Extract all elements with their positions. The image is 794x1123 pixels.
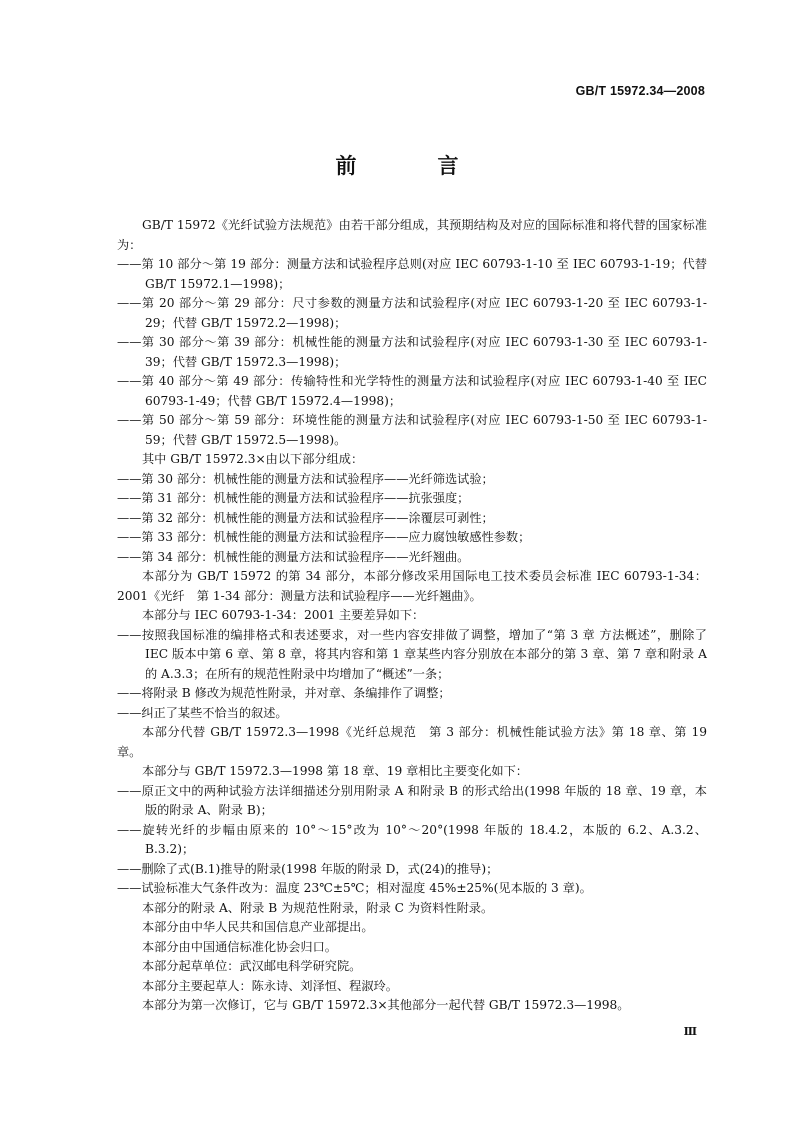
document-body [117,216,707,1016]
paragraph: 本部分主要起草人：陈永诗、刘泽恒、程淑玲。 [142,978,398,993]
paragraph: 本部分与 IEC 60793-1-34：2001 主要差异如下： [142,608,425,622]
list-item: ——按照我国标准的编排格式和表述要求，对一些内容安排做了调整，增加了“第 3 章 方法概述”，删除了 IEC 版本中第 6 章、第 8 章，将其内容和第 1 章某些内容分别放在本部分的第 3 章、第 7 章和附录 A 的 A.3.3；在所有的规范性附录中均增加了“概述”一条； [117,627,707,681]
paragraph: 本部分为 GB/T 15972 的第 34 部分，本部分修改采用国际电工技术委员会标准 IEC 60793-1-34：2001《光纤 第 1-34 部分：测量方法和试验程序——光纤翘曲》。 [117,569,707,603]
paragraph: 本部分为第一次修订，它与 GB/T 15972.3×其他部分一起代替 GB/T 15972.3—1998。 [142,998,630,1012]
paragraph: 本部分的附录 A、附录 B 为规范性附录，附录 C 为资料性附录。 [142,900,494,915]
list-item: ——删除了式(B.1)推导的附录(1998 年版的附录 D，式(24)的推导)； [117,861,499,876]
list-item: ——第 10 部分～第 19 部分：测量方法和试验程序总则(对应 IEC 60793-1-10 至 IEC 60793-1-19；代替 GB/T 15972.1—1998)； [117,257,707,291]
list-item: ——第 32 部分：机械性能的测量方法和试验程序——涂覆层可剥性； [117,510,494,525]
paragraph: 本部分起草单位：武汉邮电科学研究院。 [142,959,362,973]
list-item: ——第 30 部分：机械性能的测量方法和试验程序——光纤筛选试验； [117,471,494,486]
list-item: ——纠正了某些不恰当的叙述。 [117,705,288,720]
page-title: 前 言 [335,154,489,178]
list-item: ——旋转光纤的步幅由原来的 10°～15°改为 10°～20°(1998 年版的 18.4.2，本版的 6.2、A.3.2、B.3.2)； [117,822,707,856]
list-item: ——第 34 部分：机械性能的测量方法和试验程序——光纤翘曲。 [117,549,470,564]
page-number: Ⅲ [683,1025,697,1038]
paragraph: 本部分由中国通信标准化协会归口。 [142,939,337,954]
list-item: ——试验标准大气条件改为：温度 23℃±5℃；相对湿度 45%±25%(见本版的 3 章)。 [117,881,592,895]
paragraph: 本部分代替 GB/T 15972.3—1998《光纤总规范 第 3 部分：机械性能试验方法》第 18 章、第 19 章。 [117,725,707,759]
list-item: ——原正文中的两种试验方法详细描述分别用附录 A 和附录 B 的形式给出(1998 年版的 18 章、19 章，本版的附录 A、附录 B)； [117,783,707,817]
paragraph: GB/T 15972《光纤试验方法规范》由若干部分组成，其预期结构及对应的国际标准和将代替的国家标准为： [117,218,707,252]
standard-number: GB/T 15972.34—2008 [575,84,705,98]
list-item: ——第 40 部分～第 49 部分：传输特性和光学特性的测量方法和试验程序(对应 IEC 60793-1-40 至 IEC 60793-1-49；代替 GB/T 15972.4—1998)； [117,374,707,408]
paragraph: 本部分与 GB/T 15972.3—1998 第 18 章、19 章相比主要变化如下： [142,764,528,778]
list-item: ——第 30 部分～第 39 部分：机械性能的测量方法和试验程序(对应 IEC 60793-1-30 至 IEC 60793-1-39；代替 GB/T 15972.3—1998)； [117,335,707,369]
list-item: ——第 50 部分～第 59 部分：环境性能的测量方法和试验程序(对应 IEC 60793-1-50 至 IEC 60793-1-59；代替 GB/T 15972.5—1998)。 [117,413,707,447]
list-item: ——第 33 部分：机械性能的测量方法和试验程序——应力腐蚀敏感性参数； [117,530,531,544]
list-item: ——将附录 B 修改为规范性附录，并对章、条编排作了调整； [117,686,451,700]
paragraph: 其中 GB/T 15972.3×由以下部分组成： [142,452,364,466]
list-item: ——第 20 部分～第 29 部分：尺寸参数的测量方法和试验程序(对应 IEC 60793-1-20 至 IEC 60793-1-29；代替 GB/T 15972.2—1998)； [117,296,707,330]
list-item: ——第 31 部分：机械性能的测量方法和试验程序——抗张强度； [117,491,470,505]
paragraph: 本部分由中华人民共和国信息产业部提出。 [142,920,374,934]
